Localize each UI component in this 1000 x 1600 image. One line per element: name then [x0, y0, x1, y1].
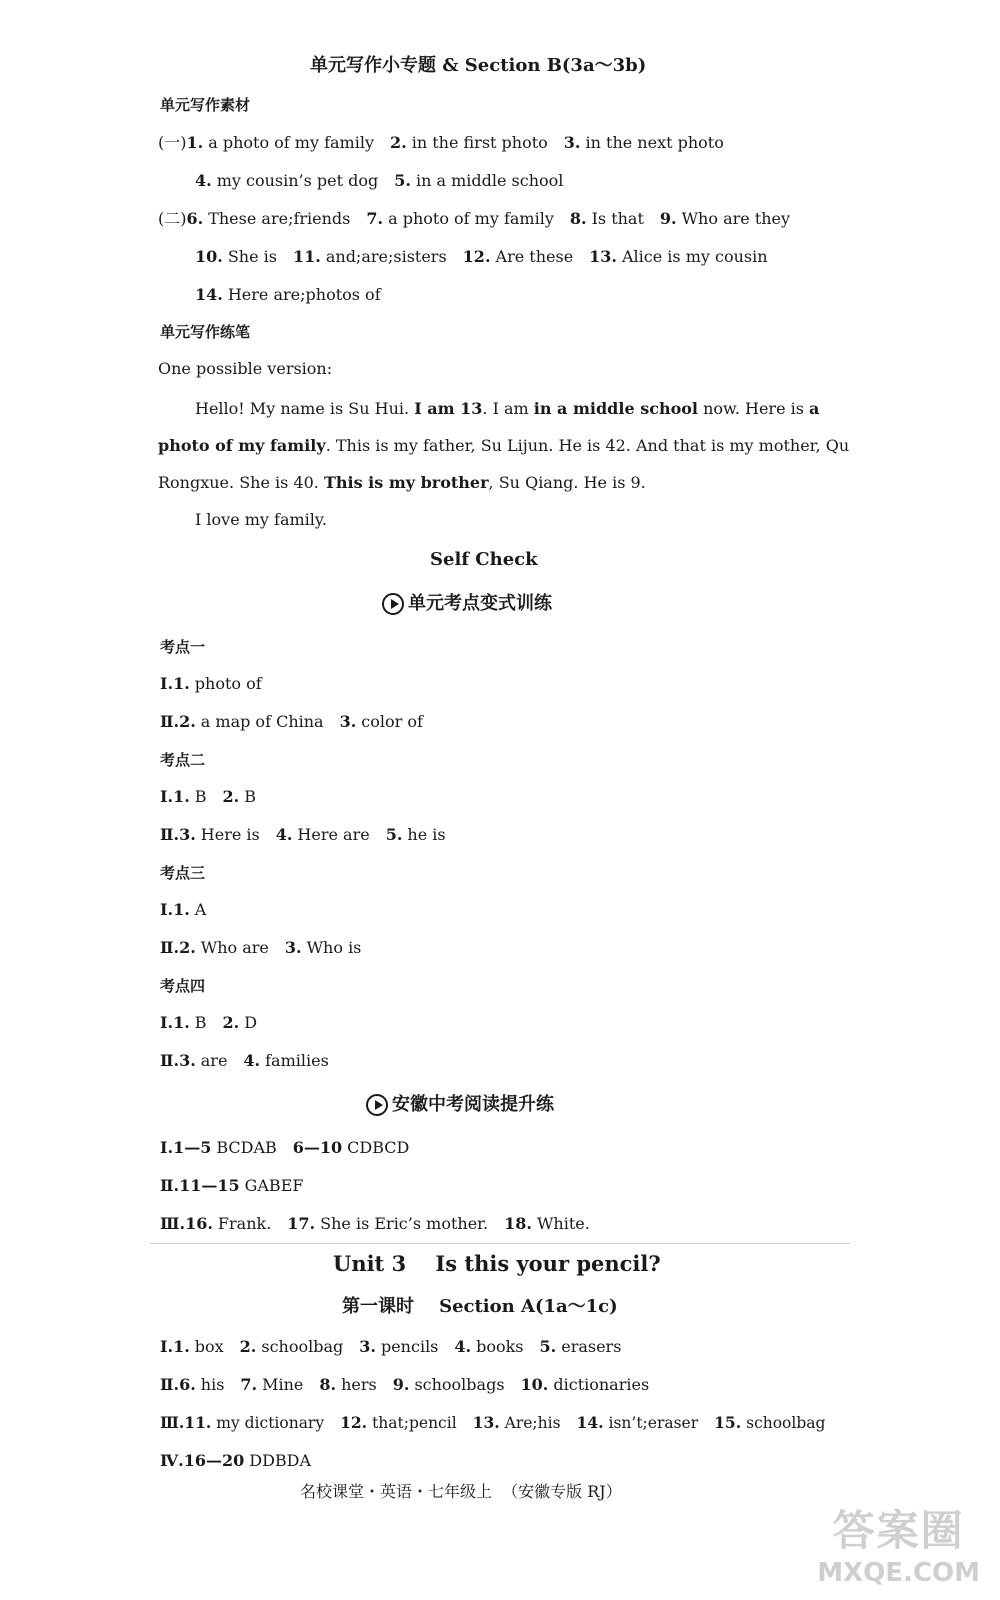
arrow-badge-icon — [366, 1094, 388, 1116]
unit-row1: Ⅰ.1. box 2. schoolbag 3. pencils 4. books 5. erasers — [160, 1337, 622, 1356]
kd2-heading: 考点二 — [160, 751, 206, 769]
kd3-row1: Ⅰ.1. A — [160, 900, 207, 919]
reading-row2: Ⅱ.11—15 GABEF — [160, 1176, 304, 1195]
kd4-heading: 考点四 — [160, 977, 206, 995]
reading-row1: Ⅰ.1—5 BCDAB 6—10 CDBCD — [160, 1138, 410, 1157]
writing-practice-heading: 单元写作练笔 — [160, 323, 251, 341]
essay-line3: Rongxue. She is 40. This is my brother, Su Qiang. He is 9. — [158, 473, 646, 492]
essay-line4: I love my family. — [195, 510, 327, 529]
kd2-row1: Ⅰ.1. B 2. B — [160, 787, 256, 806]
reading-row3: Ⅲ.16. Frank. 17. She is Eric’s mother. 18. White. — [160, 1214, 590, 1233]
kd2-row2: Ⅱ.3. Here is 4. Here are 5. he is — [160, 825, 446, 844]
kd3-heading: 考点三 — [160, 864, 206, 882]
part2-line2: 10. She is 11. and;are;sisters 12. Are these 13. Alice is my cousin — [195, 247, 768, 266]
kd1-row1: Ⅰ.1. photo of — [160, 674, 262, 693]
unit-row4: Ⅳ.16—20 DDBDA — [160, 1451, 312, 1470]
version-label: One possible version: — [158, 359, 333, 378]
self-check-title: Self Check — [430, 549, 538, 570]
essay-line1: Hello! My name is Su Hui. I am 13. I am in a middle school now. Here is a — [195, 399, 820, 418]
unit-row2: Ⅱ.6. his 7. Mine 8. hers 9. schoolbags 10. dictionaries — [160, 1375, 650, 1394]
part1-line1: (一)1. a photo of my family 2. in the first photo 3. in the next photo — [158, 133, 724, 152]
unit-row3: Ⅲ.11. my dictionary 12. that;pencil 13. Are;his 14. isn’t;eraser 15. schoolbag — [160, 1413, 826, 1432]
arrow-badge-icon — [382, 593, 404, 615]
section-divider — [150, 1243, 850, 1244]
variant-training-heading: 单元考点变式训练 — [382, 593, 552, 615]
site-watermark: 答案圈 MXQE.COM — [817, 1506, 980, 1588]
lesson-title: 第一课时 Section A(1a～1c) — [342, 1296, 618, 1317]
part2-line1: (二)6. These are;friends 7. a photo of my family 8. Is that 9. Who are they — [158, 209, 791, 228]
page-footer: 名校课堂・英语・七年级上 （安徽专版 RJ） — [300, 1482, 622, 1501]
kd1-row2: Ⅱ.2. a map of China 3. color of — [160, 712, 423, 731]
section-title: 单元写作小专题 & Section B(3a～3b) — [310, 55, 647, 76]
kd4-row1: Ⅰ.1. B 2. D — [160, 1013, 258, 1032]
kd3-row2: Ⅱ.2. Who are 3. Who is — [160, 938, 362, 957]
writing-material-heading: 单元写作素材 — [160, 96, 251, 114]
part2-line3: 14. Here are;photos of — [195, 285, 381, 304]
reading-heading: 安徽中考阅读提升练 — [366, 1094, 554, 1116]
part1-label: (一) — [158, 133, 187, 152]
unit-title: Unit 3 Is this your pencil? — [333, 1251, 661, 1276]
kd1-heading: 考点一 — [160, 638, 206, 656]
part1-line2: 4. my cousin’s pet dog 5. in a middle school — [195, 171, 564, 190]
kd4-row2: Ⅱ.3. are 4. families — [160, 1051, 329, 1070]
essay-line2: photo of my family. This is my father, Su Lijun. He is 42. And that is my mother, Qu — [158, 436, 850, 455]
part2-label: (二) — [158, 209, 187, 228]
